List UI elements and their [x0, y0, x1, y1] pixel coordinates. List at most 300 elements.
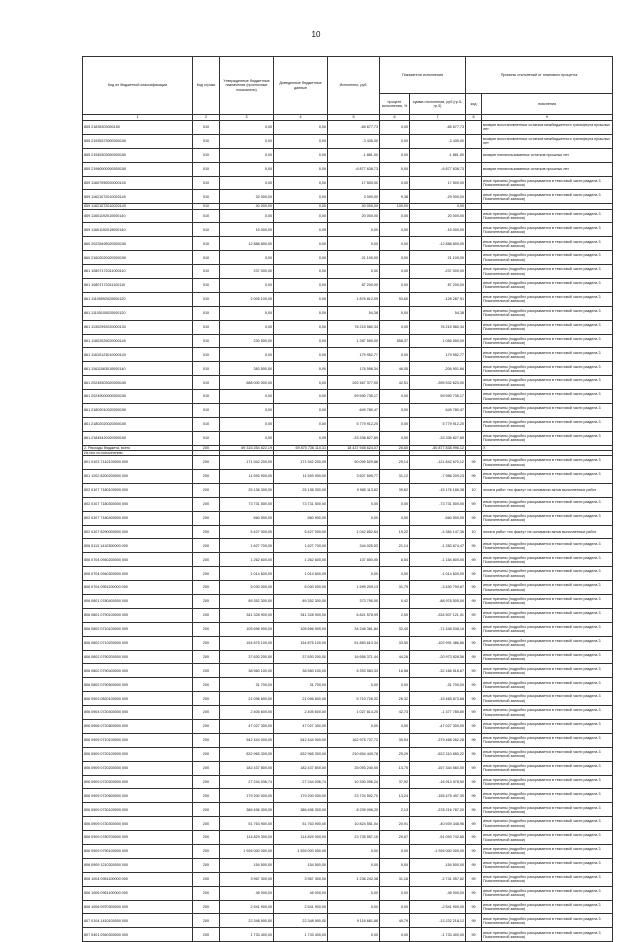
row-deviation: -395 532 623,00	[410, 376, 466, 390]
row-reason-code: 99	[466, 817, 482, 831]
row-percent: 25,29	[380, 747, 410, 761]
header-reasons-group: Причины отклонений от планового процента	[466, 57, 613, 94]
row-code: 806 0906 0720800000 000	[83, 720, 193, 734]
row-reason-code	[466, 320, 482, 334]
table-row	[83, 886, 613, 900]
row-line-code: 010	[193, 431, 220, 445]
row-line-code: 200	[193, 775, 220, 789]
row-percent: 8,54	[380, 553, 410, 567]
row-line-code: 200	[193, 789, 220, 803]
row-reason-text: иные причины (подробно раскрывается в текстовой части раздела 3 Пояснительной записки)	[482, 456, 613, 470]
row-reason-text: иные причины (подробно раскрывается в текстовой части раздела 3 Пояснительной записки)	[482, 334, 613, 348]
row-executed: 10 330 096,24	[328, 775, 380, 789]
row-brought: 0,00	[274, 223, 328, 237]
table-row	[83, 223, 613, 237]
table-row	[83, 817, 613, 831]
row-code: 806 0909 0710100000 000	[83, 733, 193, 747]
row-percent: 0,00	[380, 417, 410, 431]
row-code: 806 0113 1410300000 000	[83, 539, 193, 553]
row-line-code: 200	[193, 831, 220, 845]
row-deviation: -15 465 873,68	[410, 692, 466, 706]
table-row	[83, 525, 613, 539]
row-code: 806 0801 0790100000 000	[83, 608, 193, 622]
row-reason-code	[466, 121, 482, 135]
row-brought: 38 560 100,00	[274, 664, 328, 678]
row-line-code: 200	[193, 525, 220, 539]
row-approved: 3 967 300,00	[220, 872, 274, 886]
table-row	[83, 456, 613, 470]
table-row	[83, 362, 613, 376]
row-percent: 0,00	[380, 320, 410, 334]
row-code: 806 0909 0790100000 000	[83, 845, 193, 859]
row-brought: 37 630 200,00	[274, 650, 328, 664]
table-row	[83, 789, 613, 803]
row-line-code: 200	[193, 511, 220, 525]
row-approved: 386 456 300,00	[220, 803, 274, 817]
table-row	[83, 404, 613, 418]
row-code: 806 0801 0780400000 000	[83, 595, 193, 609]
table-row	[83, 390, 613, 404]
row-executed: 1 876 812,09	[328, 292, 380, 306]
row-brought: 154 500,00	[274, 858, 328, 872]
column-number: 9	[482, 115, 613, 121]
row-approved: 542 444 000,00	[220, 733, 274, 747]
row-approved: 2 541 900,00	[220, 900, 274, 914]
row-approved: 2 405 600,00	[220, 706, 274, 720]
row-reason-text: иные причины (подробно раскрывается в текстовой части раздела 3 Пояснительной записки)	[482, 497, 613, 511]
header-code: Код по бюджетной классификации	[83, 57, 193, 115]
row-percent: 30,04	[380, 733, 410, 747]
row-reason-code: 99	[466, 914, 482, 928]
row-brought: 0,00	[274, 292, 328, 306]
row-code: 855 21960000000000150	[83, 162, 193, 176]
row-line-code: 010	[193, 121, 220, 135]
row-executed: 25 093 240,00	[328, 761, 380, 775]
row-reason-code	[466, 176, 482, 190]
row-deviation: 5 779 912,20	[410, 417, 466, 431]
table-row	[83, 265, 613, 279]
row-approved: 32 000,00	[220, 190, 274, 204]
row-reason-text: иные причины (подробно раскрывается в текстовой части раздела 3 Пояснительной записки)	[482, 720, 613, 734]
row-approved: 0,00	[220, 279, 274, 293]
table-row	[83, 636, 613, 650]
row-reason-code	[466, 134, 482, 148]
row-deviation: -47 027 300,00	[410, 720, 466, 734]
row-brought: 2 541 900,00	[274, 900, 328, 914]
column-number: 1	[83, 115, 193, 121]
row-brought: 0,00	[274, 404, 328, 418]
row-brought: 832 965 300,00	[274, 747, 328, 761]
row-reason-code	[466, 223, 482, 237]
row-executed: 0,00	[328, 678, 380, 692]
row-reason-text: иные причины (подробно раскрывается в текстовой части раздела 3 Пояснительной записки)	[482, 176, 613, 190]
row-line-code: 010	[193, 209, 220, 223]
row-percent: 42,73	[380, 706, 410, 720]
row-approved: 51 763 900,00	[220, 817, 274, 831]
row-reason-text: оплата работ «по факту» на основании актов выполненных работ	[482, 525, 613, 539]
table-row	[83, 511, 613, 525]
row-reason-text: иные причины (подробно раскрывается в текстовой части раздела 3 Пояснительной записки)	[482, 581, 613, 595]
row-brought: 0,00	[274, 190, 328, 204]
column-number: 2	[193, 115, 220, 121]
row-reason-text: оплата работ «по факту» на основании актов выполненных работ	[482, 483, 613, 497]
row-deviation: -15 176 186,38	[410, 483, 466, 497]
row-approved: 0,00	[220, 162, 274, 176]
row-percent: 26,60	[380, 445, 410, 450]
row-reason-text: иные причины (подробно раскрывается в текстовой части раздела 3 Пояснительной записки)	[482, 928, 613, 942]
row-approved: 1 262 600,00	[220, 553, 274, 567]
row-reason-code	[466, 348, 482, 362]
row-reason-code: 99	[466, 636, 482, 650]
row-reason-text: иные причины (подробно раскрывается в текстовой части раздела 3 Пояснительной записки)	[482, 390, 613, 404]
row-reason-code: 99	[466, 761, 482, 775]
row-executed: 34 248 361,84	[328, 622, 380, 636]
row-reason-code: 99	[466, 664, 482, 678]
row-reason-code: 99	[466, 469, 482, 483]
row-code: 859 11607090020000140	[83, 176, 193, 190]
row-percent: 0,00	[380, 209, 410, 223]
row-reason-code	[466, 417, 482, 431]
row-line-code: 200	[193, 872, 220, 886]
row-brought: 0,00	[274, 320, 328, 334]
row-code: 859 11621072010020140	[83, 190, 193, 204]
table-row	[83, 279, 613, 293]
table-row	[83, 761, 613, 775]
row-approved: 0,00	[220, 121, 274, 135]
row-reason-text: иные причины (подробно раскрывается в текстовой части раздела 3 Пояснительной записки)	[482, 678, 613, 692]
row-deviation: -50 877 838 996,12	[410, 445, 466, 450]
row-percent: 0,00	[380, 511, 410, 525]
row-line-code: 010	[193, 237, 220, 251]
row-approved: 40 000,00	[220, 204, 274, 209]
row-reason-code	[466, 306, 482, 320]
row-brought: 0,00	[274, 390, 328, 404]
row-brought: 0,00	[274, 237, 328, 251]
row-approved: 15 000,00	[220, 223, 274, 237]
table-row	[83, 622, 613, 636]
row-executed: 0,00	[328, 900, 380, 914]
row-executed: -33 336 827,89	[328, 431, 380, 445]
row-percent: 0,00	[380, 845, 410, 859]
row-reason-text: иные причины (подробно раскрывается в текстовой части раздела 3 Пояснительной записки)	[482, 914, 613, 928]
row-line-code: 010	[193, 251, 220, 265]
row-deviation: -206 901,66	[410, 362, 466, 376]
row-deviation: -31 700,00	[410, 678, 466, 692]
header-executed: Исполнено, руб.	[328, 57, 380, 115]
table-row	[83, 190, 613, 204]
table-row	[83, 320, 613, 334]
row-reason-code	[466, 190, 482, 204]
row-deviation: -237 000,00	[410, 265, 466, 279]
row-reason-text: иные причины (подробно раскрывается в текстовой части раздела 3 Пояснительной записки)	[482, 209, 613, 223]
row-brought: 5 030 000,00	[274, 581, 328, 595]
row-line-code: 010	[193, 190, 220, 204]
row-deviation: 20 000,00	[410, 209, 466, 223]
row-executed: 162 975 737,72	[328, 733, 380, 747]
row-approved: 12 888 800,00	[220, 237, 274, 251]
row-reason-text: возврат восстановленных остатков межбюджетного трансферта прошлых лет	[482, 134, 613, 148]
row-reason-code: 99	[466, 567, 482, 581]
row-approved: 89 352 300,00	[220, 595, 274, 609]
row-reason-text: иные причины (подробно раскрывается в текстовой части раздела 3 Пояснительной записки)	[482, 831, 613, 845]
row-line-code: 010	[193, 148, 220, 162]
row-brought: 51 763 900,00	[274, 817, 328, 831]
row-reason-text: иные причины (подробно раскрывается в текстовой части раздела 3 Пояснительной записки)	[482, 190, 613, 204]
row-deviation: -29 000,00	[410, 190, 466, 204]
row-line-code: 010	[193, 134, 220, 148]
table-row	[83, 747, 613, 761]
row-deviation: -16 913 978,50	[410, 775, 466, 789]
table-row	[83, 483, 613, 497]
row-approved: 688 000 000,00	[220, 376, 274, 390]
row-code: 802 0107 8290000000 000	[83, 525, 193, 539]
table-row	[83, 497, 613, 511]
row-reason-code	[466, 237, 482, 251]
row-executed: 23 724 502,70	[328, 789, 380, 803]
table-row	[83, 858, 613, 872]
row-reason-code	[466, 431, 482, 445]
row-brought: 3 967 300,00	[274, 872, 328, 886]
row-executed: 21 100,00	[328, 251, 380, 265]
row-code: 806 0909 0730300000 000	[83, 817, 193, 831]
row-code: 801 1202 8200200000 000	[83, 469, 193, 483]
row-approved: 154 500,00	[220, 858, 274, 872]
row-executed: 20 000,00	[328, 209, 380, 223]
row-approved: 832 965 300,00	[220, 747, 274, 761]
table-row	[83, 692, 613, 706]
table-row	[83, 176, 613, 190]
row-approved: 0,00	[220, 176, 274, 190]
table-row	[83, 581, 613, 595]
row-line-code: 010	[193, 320, 220, 334]
row-executed: 5 779 912,20	[328, 417, 380, 431]
row-executed: 0,00	[328, 511, 380, 525]
row-brought: 0,00	[274, 279, 328, 293]
row-line-code: 200	[193, 678, 220, 692]
column-number: 8	[466, 115, 482, 121]
row-percent: 0,00	[380, 306, 410, 320]
row-deviation: -379 468 262,28	[410, 733, 466, 747]
row-reason-text: иные причины (подробно раскрывается в текстовой части раздела 3 Пояснительной записки)	[482, 431, 613, 445]
row-reason-text: иные причины (подробно раскрывается в текстовой части раздела 3 Пояснительной записки)	[482, 567, 613, 581]
row-reason-text: иные причины (подробно раскрывается в текстовой части раздела 3 Пояснительной записки)	[482, 362, 613, 376]
header-brought: Доведенные бюджетные данные	[274, 57, 328, 115]
row-percent: 31,16	[380, 872, 410, 886]
row-line-code: 200	[193, 706, 220, 720]
row-percent: 0,00	[380, 900, 410, 914]
row-code: 806 1006 0951100000 000	[83, 886, 193, 900]
table-row	[83, 162, 613, 176]
row-reason-code: 99	[466, 900, 482, 914]
row-brought: 2 405 600,00	[274, 706, 328, 720]
row-reason-code: 99	[466, 692, 482, 706]
row-approved: 383 500,00	[220, 362, 274, 376]
row-percent: 0,00	[380, 223, 410, 237]
row-brought: 11 593 900,00	[274, 469, 328, 483]
row-percent: 2,00	[380, 608, 410, 622]
row-percent: 0,00	[380, 390, 410, 404]
row-executed: 3 000,00	[328, 190, 380, 204]
row-reason-text: иные причины (подробно раскрывается в текстовой части раздела 3 Пояснительной записки)	[482, 595, 613, 609]
row-reason-code	[466, 292, 482, 306]
header-indicators-group: Показатели исполнения	[380, 57, 466, 94]
row-code: 861 11302992020000130	[83, 320, 193, 334]
header-reason-code: код	[466, 94, 482, 115]
row-executed: 0,00	[328, 223, 380, 237]
row-approved: 0,00	[220, 417, 274, 431]
row-reason-code: 99	[466, 858, 482, 872]
row-line-code: 200	[193, 595, 220, 609]
row-percent: 0,00	[380, 404, 410, 418]
row-percent: 16,58	[380, 664, 410, 678]
row-code: 859 11601192019000140	[83, 223, 193, 237]
row-deviation: -2 541 900,00	[410, 900, 466, 914]
row-brought: 1 627 700,00	[274, 539, 328, 553]
row-brought: 25 136 300,00	[274, 483, 328, 497]
row-brought: 560 900,00	[274, 511, 328, 525]
row-reason-code	[466, 362, 482, 376]
row-reason-code: 99	[466, 803, 482, 817]
row-deviation: -154 500,00	[410, 858, 466, 872]
row-brought: 341 328 900,00	[274, 608, 328, 622]
row-percent: 39,62	[380, 483, 410, 497]
row-code: 806 0704 0940200000 000	[83, 553, 193, 567]
table-row	[83, 664, 613, 678]
table-row	[83, 292, 613, 306]
row-executed: 107 800,00	[328, 553, 380, 567]
row-approved: 1 014 600,00	[220, 567, 274, 581]
row-approved: 171 942 200,00	[220, 456, 274, 470]
row-reason-text: иные причины (подробно раскрывается в текстовой части раздела 3 Пояснительной записки)	[482, 237, 613, 251]
row-line-code: 200	[193, 664, 220, 678]
row-approved: 73 731 500,00	[220, 497, 274, 511]
row-executed: 51 883 613,34	[328, 636, 380, 650]
row-percent: 0,00	[380, 678, 410, 692]
row-executed: 59 590 735,17	[328, 390, 380, 404]
row-code: 861 11105092020000120	[83, 292, 193, 306]
table-row	[83, 775, 613, 789]
row-executed: 649 780,47	[328, 404, 380, 418]
row-code: 806 1006 0970300000 000	[83, 900, 193, 914]
row-code: 855 21945303000000150	[83, 148, 193, 162]
row-deviation: 179 952,77	[410, 348, 466, 362]
row-deviation: -622 310 850,22	[410, 747, 466, 761]
row-brought: 0,00	[274, 176, 328, 190]
row-percent: 0,00	[380, 237, 410, 251]
row-reason-text: иные причины (подробно раскрывается в текстовой части раздела 3 Пояснительной записки)	[482, 404, 613, 418]
row-percent: 0,00	[380, 121, 410, 135]
row-reason-text: иные причины (подробно раскрывается в текстовой части раздела 3 Пояснительной записки)	[482, 279, 613, 293]
row-reason-code: 99	[466, 581, 482, 595]
row-code: 802 0107 7180100000 000	[83, 483, 193, 497]
row-brought: 542 444 000,00	[274, 733, 328, 747]
row-executed: 0,00	[328, 886, 380, 900]
row-deviation: -88 978 505,00	[410, 595, 466, 609]
row-reason-text: иные причины (подробно раскрывается в текстовой части раздела 3 Пояснительной записки)	[482, 553, 613, 567]
row-code: 861 11610123010000140	[83, 348, 193, 362]
row-brought: 1 733 400,00	[274, 928, 328, 942]
row-code: 801 0103 7142100000 000	[83, 456, 193, 470]
row-percent: 20,91	[380, 817, 410, 831]
table-row	[83, 431, 613, 445]
row-code: 861 11602020020000140	[83, 334, 193, 348]
row-line-code: 200	[193, 456, 220, 470]
row-reason-text: иные причины (подробно раскрывается в текстовой части раздела 3 Пояснительной записки)	[482, 845, 613, 859]
row-deviation: -65 677,73	[410, 121, 466, 135]
row-line-code: 010	[193, 204, 220, 209]
row-deviation: -1 926 000 000,00	[410, 845, 466, 859]
row-brought: 0,00	[274, 134, 328, 148]
row-brought: 27 244 036,74	[274, 775, 328, 789]
row-executed: 1 042 852,64	[328, 525, 380, 539]
row-line-code: 010	[193, 348, 220, 362]
row-line-code: 200	[193, 914, 220, 928]
row-deviation: -4 384 147,36	[410, 525, 466, 539]
row-brought: 69 870 736 110,31	[274, 445, 328, 450]
row-percent: 0,00	[380, 251, 410, 265]
row-reason-code	[466, 148, 482, 162]
row-code: 806 0704 0951100000 000	[83, 581, 193, 595]
row-percent: 0,00	[380, 431, 410, 445]
row-deviation: 59 590 735,17	[410, 390, 466, 404]
row-deviation: -40 939 348,96	[410, 817, 466, 831]
row-reason-text: иные причины (подробно раскрывается в текстовой части раздела 3 Пояснительной записки)	[482, 265, 613, 279]
row-executed: -6 877 638,73	[328, 162, 380, 176]
row-reason-code: 99	[466, 539, 482, 553]
row-percent: 46,05	[380, 362, 410, 376]
row-percent: 0,00	[380, 720, 410, 734]
row-code: 861 11105100020000120	[83, 306, 193, 320]
row-reason-code: 99	[466, 733, 482, 747]
row-executed: 0,00	[328, 858, 380, 872]
row-reason-text: X	[482, 445, 613, 450]
row-percent: 0,00	[380, 497, 410, 511]
row-percent: 0,00	[380, 858, 410, 872]
row-reason-text: иные причины (подробно раскрывается в текстовой части раздела 3 Пояснительной записки)	[482, 650, 613, 664]
row-executed: 76 215 560,34	[328, 320, 380, 334]
row-brought: 0,00	[274, 376, 328, 390]
table-row	[83, 148, 613, 162]
row-line-code: 200	[193, 747, 220, 761]
row-executed: 292 467 377,00	[328, 376, 380, 390]
row-brought: 182 437 800,00	[274, 761, 328, 775]
row-reason-code	[466, 279, 482, 293]
row-line-code: 200	[193, 900, 220, 914]
row-code: 806 1004 0951100000 000	[83, 872, 193, 886]
row-line-code: 200	[193, 858, 220, 872]
row-code: 806 0903 0820100000 000	[83, 692, 193, 706]
row-reason-text: иные причины (подробно раскрывается в текстовой части раздела 3 Пояснительной записки)	[482, 692, 613, 706]
row-deviation: 649 780,47	[410, 404, 466, 418]
row-approved: 1 733 400,00	[220, 928, 274, 942]
row-approved: 0,00	[220, 134, 274, 148]
row-brought: 154 875 100,00	[274, 636, 328, 650]
table-row	[83, 134, 613, 148]
row-reason-code	[466, 334, 482, 348]
row-deviation: -33 336 827,89	[410, 431, 466, 445]
table-row	[83, 733, 613, 747]
row-reason-code	[466, 404, 482, 418]
row-reason-code: 99	[466, 886, 482, 900]
row-reason-text: иные причины (подробно раскрывается в текстовой части раздела 3 Пояснительной записки)	[482, 886, 613, 900]
row-deviation: -45 000,00	[410, 886, 466, 900]
row-brought: 31 700,00	[274, 678, 328, 692]
row-line-code: 200	[193, 622, 220, 636]
row-executed: 0,00	[328, 928, 380, 942]
row-line-code: 200	[193, 803, 220, 817]
row-line-code: 200	[193, 928, 220, 942]
row-percent: 0,00	[380, 567, 410, 581]
